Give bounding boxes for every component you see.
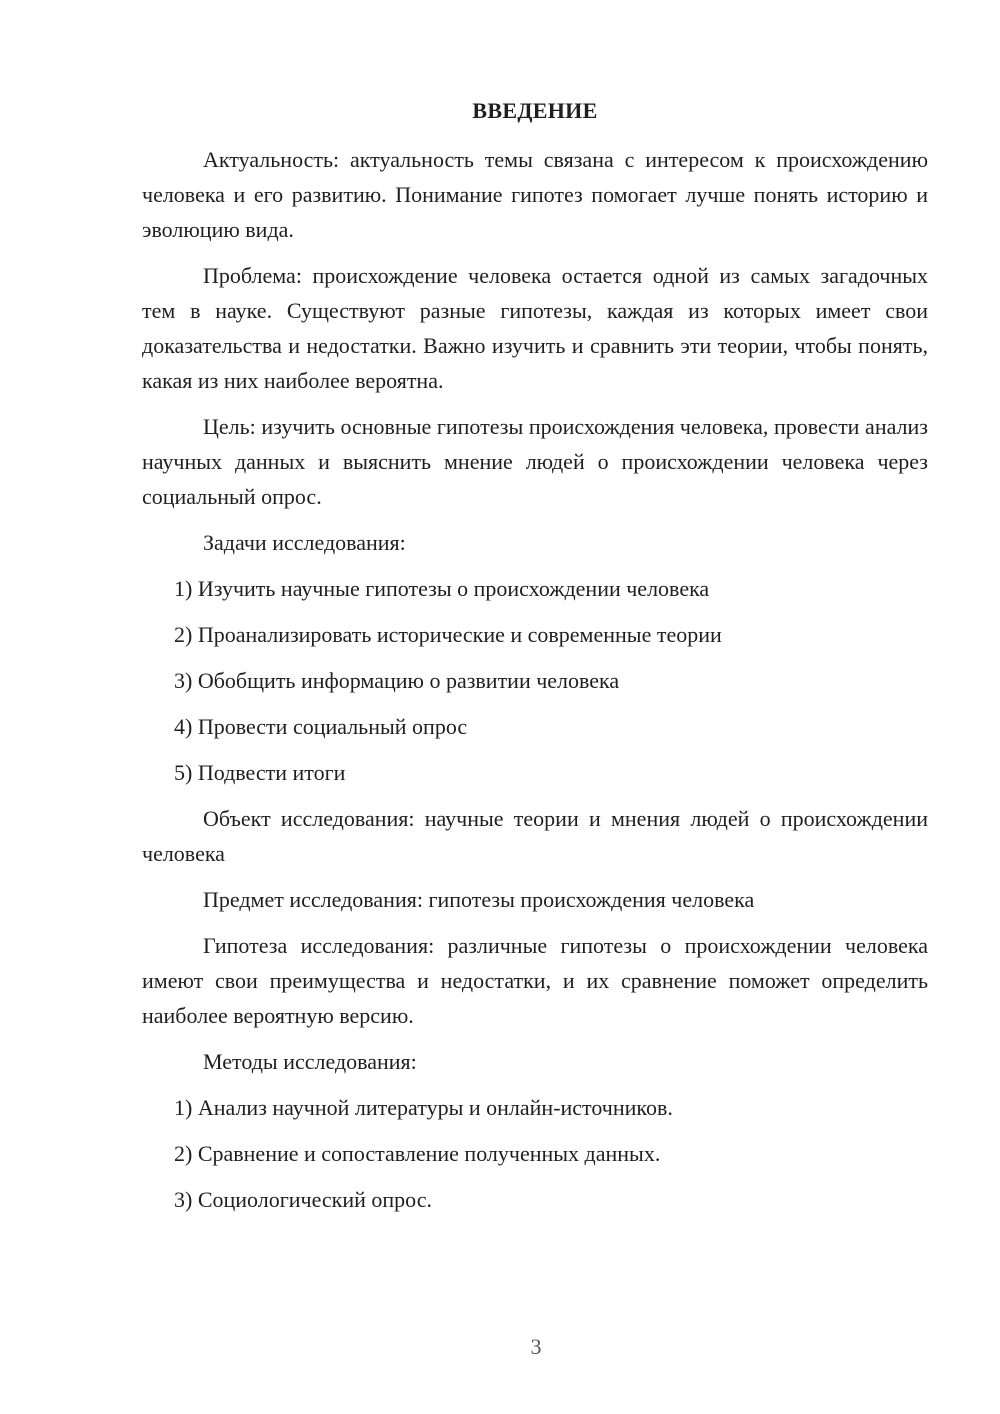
subject-paragraph: Предмет исследования: гипотезы происхождения человека [203,887,755,912]
problem-paragraph: Проблема: происхождение человека остается одной из самых загадочных тем в науке. Существуют разные гипотезы, каждая из которых имеет свои доказательства и недостатки. Важно изучить и сравнить эти теории, чтобы понять, какая из них наиболее вероятна. [142,263,928,393]
document-title: ВВЕДЕНИЕ [472,98,598,123]
method-item: 1) Анализ научной литературы и онлайн-источников. [174,1095,673,1120]
task-item: 2) Проанализировать исторические и современные теории [174,622,722,647]
method-item: 2) Сравнение и сопоставление полученных данных. [174,1141,661,1166]
hypothesis-paragraph: Гипотеза исследования: различные гипотезы о происхождении человека имеют свои преимущества и недостатки, и их сравнение поможет определить наиболее вероятную версию. [142,933,928,1028]
object-paragraph: Объект исследования: научные теории и мнения людей о происхождении человека [142,806,928,866]
task-item: 4) Провести социальный опрос [174,714,468,739]
task-item: 5) Подвести итоги [174,760,346,785]
goal-paragraph: Цель: изучить основные гипотезы происхождения человека, провести анализ научных данных и выяснить мнение людей о происхождении человека через социальный опрос. [142,414,928,509]
methods-heading: Методы исследования: [203,1049,417,1074]
tasks-heading: Задачи исследования: [203,530,406,555]
method-item: 3) Социологический опрос. [174,1187,432,1212]
relevance-paragraph: Актуальность: актуальность темы связана с интересом к происхождению человека и его развитию. Понимание гипотез помогает лучше понять историю и эволюцию вида. [142,147,928,242]
task-item: 3) Обобщить информацию о развитии человека [174,668,620,693]
task-item: 1) Изучить научные гипотезы о происхождении человека [174,576,710,601]
page-number: 3 [530,1334,542,1359]
document-page [142,96,928,1228]
